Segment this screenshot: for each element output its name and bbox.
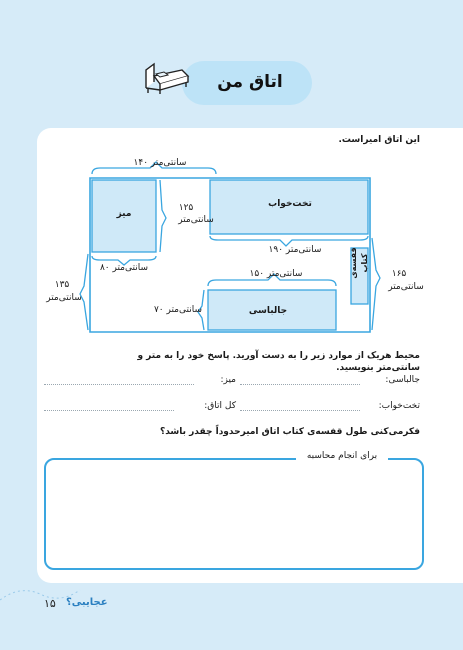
footer-brand: عجایبی؟ — [66, 597, 108, 608]
label-desk-side-value: ۱۲۵ — [178, 203, 194, 213]
field-label-desk: میز: — [220, 375, 236, 385]
field-label-bed: تخت‌خواب: — [378, 401, 420, 411]
label-right-unit: سانتی‌متر — [388, 282, 424, 292]
answer-line-bed[interactable] — [240, 410, 360, 411]
label-desk-side-unit: سانتی‌متر — [178, 215, 214, 225]
answer-line-desk[interactable] — [44, 384, 194, 385]
label-bookshelf: قفسه‌ی کتاب — [349, 247, 369, 279]
label-wardrobe-top: ۱۵۰ سانتی‌متر — [249, 269, 303, 279]
question-bookshelf: فکرمی‌کنی طول قفسه‌ی کتاب اتاق امیرحدوداً چقدر باشد؟ — [159, 427, 420, 437]
question-perimeter: محیط هریک از موارد زیر را به دست آورید. پاسخ خود را به متر و سانتی‌متر بنویسید. — [137, 351, 420, 373]
calculation-box[interactable] — [44, 458, 424, 570]
label-desk-bottom: ۸۰ سانتی‌متر — [99, 263, 149, 273]
label-bed: تخت‌خواب — [268, 199, 312, 209]
label-right-value: ۱۶۵ — [391, 269, 407, 279]
label-wardrobe: جالباسی — [248, 306, 288, 316]
answer-line-room[interactable] — [44, 410, 174, 411]
page-title: اتاق من — [217, 72, 283, 92]
label-top-width: ۱۴۰ سانتی‌متر — [133, 158, 187, 168]
label-wardrobe-side: ۷۰ سانتی‌متر — [153, 305, 203, 315]
label-desk: میز — [116, 209, 132, 219]
field-label-wardrobe: جالباسی: — [385, 375, 420, 385]
calculation-label: برای انجام محاسبه — [296, 449, 388, 463]
answer-line-wardrobe[interactable] — [240, 384, 360, 385]
field-label-room: کل اتاق: — [204, 401, 236, 411]
label-left-unit: سانتی‌متر — [46, 293, 82, 303]
label-bed-bottom: ۱۹۰ سانتی‌متر — [268, 245, 322, 255]
label-left-value: ۱۳۵ — [54, 280, 70, 290]
page-number: ۱۵ — [44, 597, 56, 610]
intro-text: این اتاق امیراست. — [338, 135, 420, 145]
bed-icon — [142, 58, 192, 98]
